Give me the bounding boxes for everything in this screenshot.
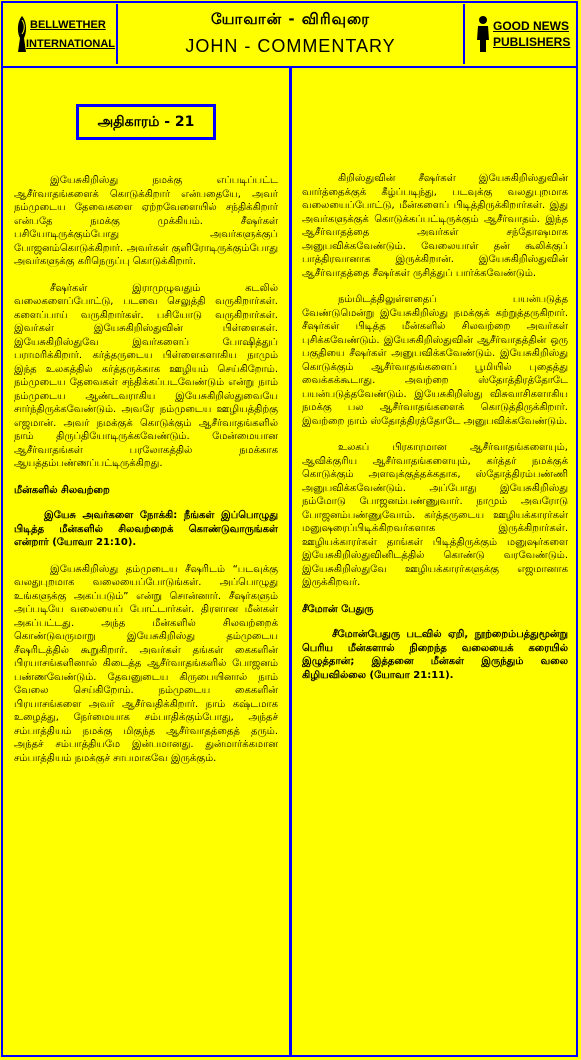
left-paragraph-3: இயேசுகிறிஸ்து தம்முடைய சீஷரிடம் “படவுக்கு வலதுபுறமாக வலையைப்போடுங்கள். அப்பொழுது உங்களுக்கு அகப்படும்” என்று சொன்னார். சீஷர்களும் அப்படியே வலையைப் போட்டார்கள். திரளான மீன்கள் அகப்பட்டது. அந்த மீன்களில் சிலவற்றைக் கொண்டுவருமாறு இயேசுகிறிஸ்து தம்முடைய சீஷரிடத்தில் கூறுகிறார். அவர்கள் தங்கள் கைகளின் பிரயாசங்களினால் கிடைத்த ஆசீர்வாதங்களில் போஜனம் பண்ணவேண்டும். தேவனுடைய கிருபையினால் நாம் வேலை செய்கிறோம். நம்முடைய கைகளின் பிரயாசங்களை அவர் ஆசீர்வதிக்கிறார். நாம் கஷ்டமாக உழைத்து, நேர்மையாக சம்பாதிக்கும்போது, அந்தச் சம்பாத்தியம் நமக்கு மிகுந்த ஆசீர்வாதத்தைத் தரும். அந்தச் சம்பாத்தியமே இன்பமானது. துன்மார்க்கமான சம்பாத்தியம் நமக்குச் சாபமாகவே இருக்கும். [14, 563, 278, 764]
left-column [14, 68, 278, 1054]
title-english: JOHN - COMMENTARY [185, 36, 396, 56]
good-news-line2: PUBLISHERS [493, 35, 571, 49]
section-heading-simon-peter: சீமோன் பேதுரு [302, 603, 374, 615]
title-block [118, 4, 463, 64]
title-tamil: யோவான் - விரிவுரை [211, 10, 370, 28]
bellwether-logo [4, 4, 118, 64]
left-paragraph-1: இயேசுகிறிஸ்து நமக்கு எப்படிப்பட்ட ஆசீர்வாதங்களைக் கொடுக்கிறார் என்பதையே, அவர் நம்முடைய தேவைகளை ஏற்றவேளையில் சந்திக்கிறார் என்பதே நமக்கு முக்கியம். சீஷர்கள் பசியோடிருக்கும்போது அவர்களுக்குப் போஜனம்கொடுக்கிறார். அவர்கள் குளிரோடிருக்கும்போது அவர்களுக்கு கரிநெருப்பு கொடுக்கிறார். [14, 175, 278, 267]
good-news-line1: GOOD NEWS [493, 19, 570, 33]
section-heading-fish: மீன்களில் சிலவற்றை [14, 484, 110, 496]
right-column [302, 68, 568, 1054]
right-paragraph-2: நம்மிடத்திலுள்ளதைப் பயன்படுத்த வேண்டுமென்று இயேசுகிறிஸ்து நமக்குக் கற்றுத்தருகிறார். சீஷர்கள் பிடித்த மீன்களில் சிலவற்றை அவர்கள் புசிக்கவேண்டும். இயேசுகிறிஸ்துவின் ஆசீர்வாதத்தின் ஒரு பகுதியை சீஷர்கள் அனுபவிக்கவேண்டும். இயேசுகிறிஸ்து கொடுக்கும் ஆசீர்வாதங்களைப் பூமியில் புதைத்து வைக்கக்கூடாது. அவற்றை ஸ்தோத்திரத்தோடே பயன்படுத்தவேண்டும். இயேசுகிறிஸ்து விசுவாசிகளாகிய நமக்கு பல ஆசீர்வாதங்களைக் கொடுத்திருக்கிறார். இவற்றை நாம் ஸ்தோத்திரத்தோடே அனுபவிக்கவேண்டும். [302, 294, 568, 427]
right-paragraph-3: உலகப் பிரகாரமான ஆசீர்வாதங்களையும், ஆவிக்குரிய ஆசீர்வாதங்களையும், கர்த்தர் நமக்குக் கொடுக்கும் அளவுக்குத்தக்கதாக, ஸ்தோத்திரம்பண்ணி அனுபவிக்கவேண்டும். அப்போது இயேசுகிறிஸ்து நம்மோடு போஜனம்பண்ணுவார். நாமும் அவரோடு போஜனம்பண்ணுவோம். கர்த்தருடைய ஊழியக்காரர்கள் மனுஷரைப்பிடிக்கிறவர்களாக இருக்கிறார்கள். ஊழியக்காரர்கள் தாங்கள் பிடித்திருக்கும் மனுஷர்களை இயேசுகிறிஸ்துவினிடத்தில் கொண்டு வரவேண்டும். இயேசுகிறிஸ்துவே ஊழியக்காரர்களுக்கு எஜமானாக இருக்கிறவர். [302, 442, 568, 588]
verse-john-21-10: இயேசு அவர்களை நோக்கி: நீங்கள் இப்பொழுது பிடித்த மீன்களில் சிலவற்றைக் கொண்டுவாருங்கள் என்றார் (யோவா 21:10). [14, 510, 278, 548]
person-silhouette-icon [475, 14, 491, 54]
right-paragraph-1: கிறிஸ்துவின் சீஷர்கள் இயேசுகிறிஸ்துவின் வார்த்தைக்குக் கீழ்ப்படிந்து, படவுக்கு வலதுபுறமாக வலையைப்போட்டு, மீன்களைப் பிடித்திருக்கிறார்கள். இது அவர்களுக்குக் கொடுக்கப்பட்டிருக்கும் ஆசீர்வாதம். இந்த ஆசீர்வாதத்தை அவர்கள் சந்தோஷமாக அனுபவிக்கவேண்டும். வேலையாள் தன் கூலிக்குப் பாத்திரவானாக இருக்கிறான். இயேசுகிறிஸ்துவின் ஆசீர்வாதத்தை சீஷர்கள் ருசித்துப் பார்க்கவேண்டும். [302, 173, 568, 279]
verse-john-21-11: சீமோன்பேதுரு படவில் ஏறி, நூற்றைம்பத்துமூன்று பெரிய மீன்களால் நிறைந்த வலையைக் கரையில் இழுத்தான்; இத்தனை மீன்கள் இருந்தும் வலை கிழியவில்லை (யோவா 21:11). [302, 629, 568, 681]
chapter-heading: அதிகாரம் - 21 [76, 104, 216, 140]
page-header [1, 1, 578, 68]
left-paragraph-2: சீஷர்கள் இராமுழுவதும் கடலில் வலைகளைப்போட்டு, படவை செலுத்தி வருகிறார்கள். களைப்பாய் வருகிறார்கள். பசியோடு வருகிறார்கள். இவர்கள் இயேசுகிறிஸ்துவின் பிள்ளைகள். இயேசுகிறிஸ்துவே இவர்களைப் போஷித்துப் பராமரிக்கிறார். கர்த்தருடைய பிள்ளைகளாகிய நாமும் இந்த உலகத்தில் கர்த்தருக்காக ஊழியம் செய்கிறோம். நம்முடைய தேவைகள் சந்திக்கப்படவேண்டும் என்று நாம் நம்முடைய ஆண்டவராகிய இயேசுகிறிஸ்துவையே சார்ந்திருக்கவேண்டும். அவரே நம்முடைய ஊழியத்திற்கு எஜமான். அவர் நமக்குக் கொடுக்கும் ஆசீர்வாதங்களில் நாம் திருப்தியோடிருக்கவேண்டும். மேன்மையான ஆசீர்வாதங்கள் பரலோகத்தில் நமக்காக ஆயத்தம்பண்ணப்பட்டிருக்கிறது. [14, 282, 278, 469]
bellwether-line1: BELLWETHER [30, 19, 106, 31]
good-news-logo [463, 4, 575, 64]
bellwether-line2: INTERNATIONAL [26, 38, 116, 50]
column-divider [289, 68, 292, 1056]
